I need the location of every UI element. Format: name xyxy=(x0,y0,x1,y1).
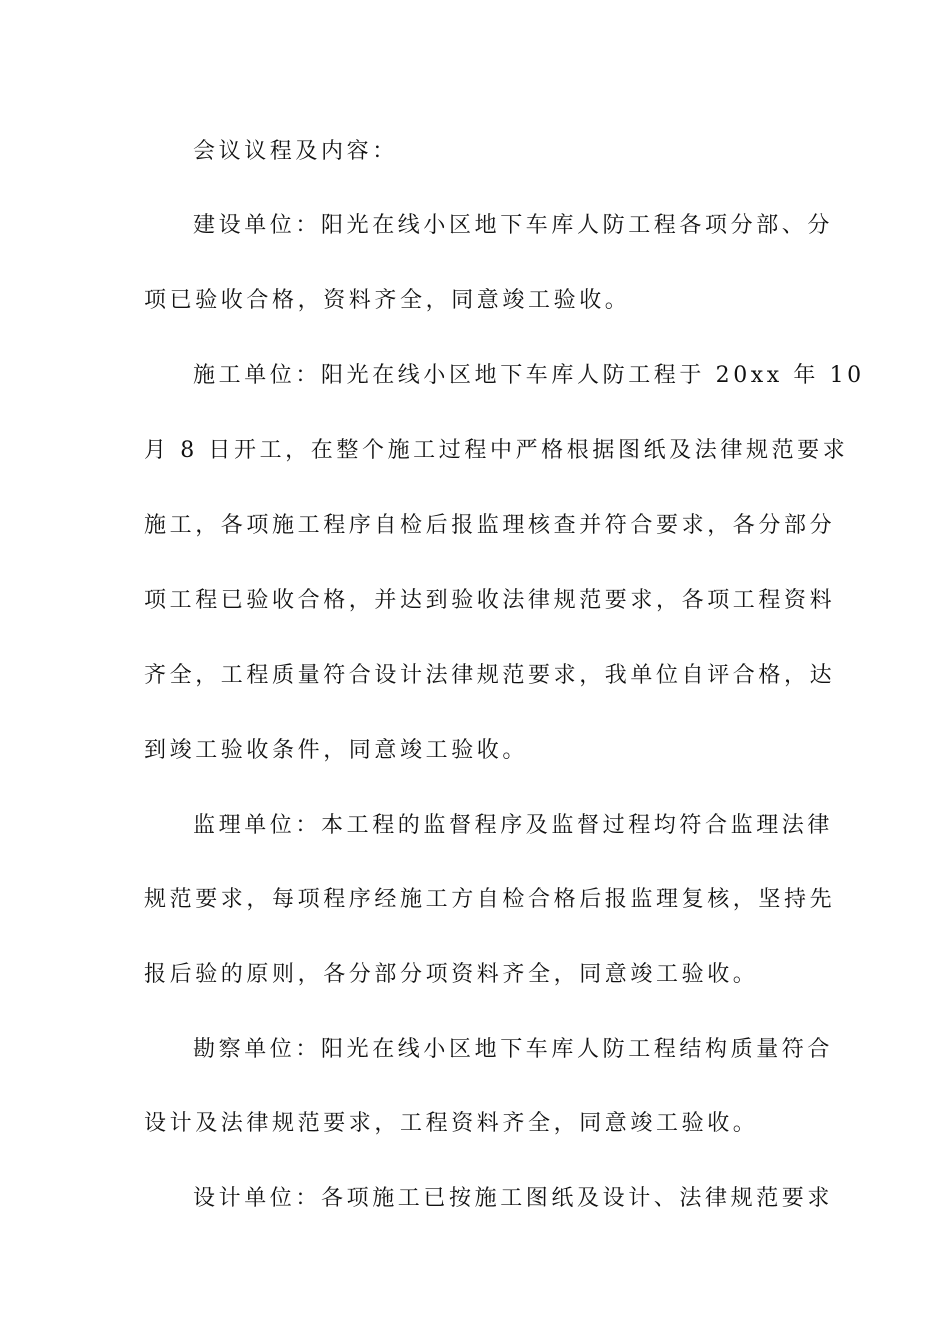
paragraph-line: 项已验收合格，资料齐全，同意竣工验收。 xyxy=(144,288,631,313)
paragraph-line: 齐全，工程质量符合设计法律规范要求，我单位自评合格，达 xyxy=(144,663,836,688)
paragraph-line: 设计及法律规范要求，工程资料齐全，同意竣工验收。 xyxy=(144,1111,759,1136)
agenda-heading: 会议议程及内容： xyxy=(193,139,398,164)
paragraph-line: 月 8 日开工，在整个施工过程中严格根据图纸及法律规范要求 xyxy=(144,438,849,463)
paragraph-line: 监理单位：本工程的监督程序及监督过程均符合监理法律 xyxy=(193,813,834,838)
paragraph-line: 规范要求，每项程序经施工方自检合格后报监理复核，坚持先 xyxy=(144,887,836,912)
paragraph-line: 施工，各项施工程序自检后报监理核查并符合要求，各分部分 xyxy=(144,513,836,538)
paragraph-line: 施工单位：阳光在线小区地下车库人防工程于 20xx 年 10 xyxy=(193,363,865,388)
paragraph-line: 勘察单位：阳光在线小区地下车库人防工程结构质量符合 xyxy=(193,1037,834,1062)
paragraph-line: 设计单位：各项施工已按施工图纸及设计、法律规范要求 xyxy=(193,1186,834,1211)
paragraph-line: 到竣工验收条件，同意竣工验收。 xyxy=(144,738,529,763)
paragraph-line: 项工程已验收合格，并达到验收法律规范要求，各项工程资料 xyxy=(144,588,836,613)
paragraph-line: 报后验的原则，各分部分项资料齐全，同意竣工验收。 xyxy=(144,962,759,987)
paragraph-line: 建设单位：阳光在线小区地下车库人防工程各项分部、分 xyxy=(193,213,834,238)
